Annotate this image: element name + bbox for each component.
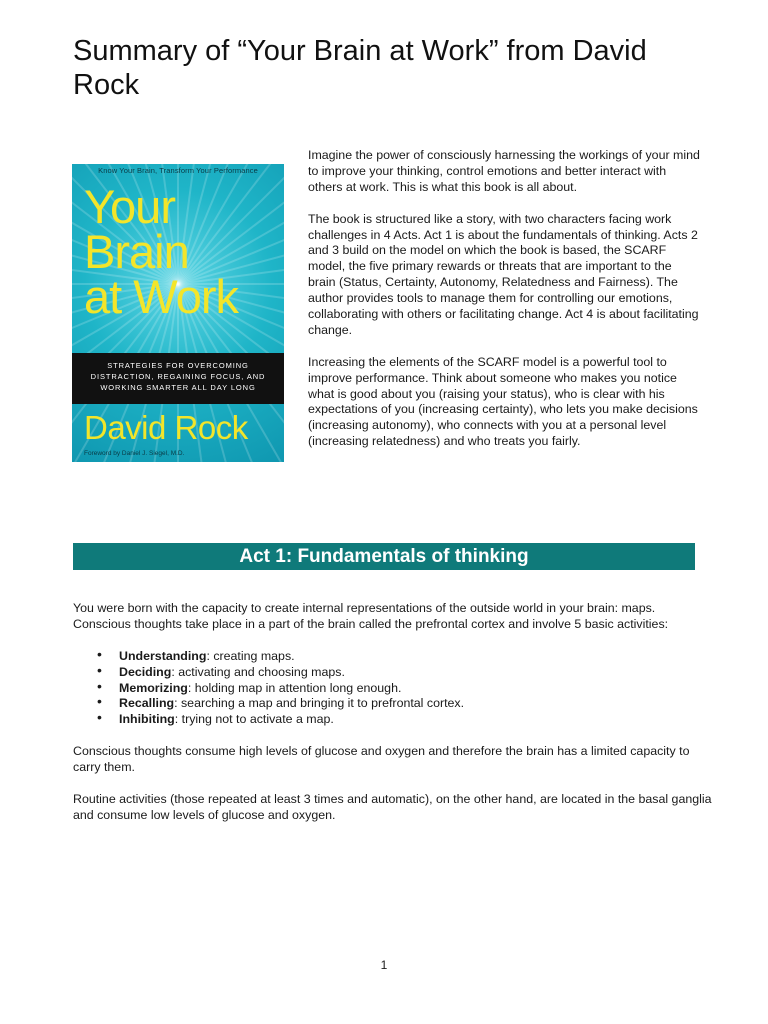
act1-body	[73, 601, 713, 840]
intro-paragraph: The book is structured like a story, with two characters facing work challenges in 4 Acts. Act 1 is about the fundamentals of thinking. Acts 2 and 3 build on the model on which the book is based, the SCARF model, the five primary rewards or threats that are important to the brain (Status, Certainty, Autonomy, Relatedness and Fairness). The author provides tools to manage them for controlling our emotions, collaborating with others or facilitating change. Act 4 is about facilitating change.	[308, 211, 699, 337]
intro-paragraph: Increasing the elements of the SCARF model is a powerful tool to improve performance. Think about someone who makes you notice what is good about you (raising your status), who is clear with his expectations of you (increasing certainty), who lets you make decisions (increasing autonomy), who connects with you at a personal level (increasing relatedness) and who treats you fairly.	[308, 354, 698, 449]
bullet-icon: •	[97, 693, 102, 710]
activity-desc: : activating and choosing maps.	[171, 664, 345, 679]
page-number: 1	[380, 958, 388, 972]
cover-subtitle-line: WORKING SMARTER ALL DAY LONG	[100, 383, 256, 392]
activity-desc: : holding map in attention long enough.	[187, 680, 402, 695]
act1-paragraph: Conscious thoughts consume high levels of glucose and oxygen and therefore the brain has a limited capacity to carry them.	[73, 744, 690, 775]
bullet-icon: •	[97, 709, 102, 726]
list-item	[73, 661, 713, 681]
act1-intro-paragraph: You were born with the capacity to create internal representations of the outside world in your brain: maps. Conscious thoughts take place in a part of the brain called the prefrontal cortex and involve 5 basic activities:	[73, 601, 669, 631]
cover-tagline: Know Your Brain, Transform Your Performance	[98, 166, 258, 175]
act1-heading: Act 1: Fundamentals of thinking	[73, 543, 695, 570]
cover-subtitle-line: STRATEGIES FOR OVERCOMING	[107, 361, 249, 370]
activity-term: Recalling	[119, 696, 175, 711]
document-title: Summary of “Your Brain at Work” from David Rock	[73, 35, 647, 101]
bullet-icon: •	[97, 645, 102, 662]
cover-subtitle-line: DISTRACTION, REGAINING FOCUS, AND	[90, 372, 266, 381]
list-item	[73, 677, 713, 697]
activity-term: Memorizing	[119, 680, 188, 695]
intro-section	[308, 148, 700, 466]
activity-term: Understanding	[119, 648, 207, 663]
cover-foreword: Foreword by Daniel J. Siegel, M.D.	[84, 450, 185, 457]
activity-term: Inhibiting	[119, 712, 175, 727]
act1-paragraph: Routine activities (those repeated at least 3 times and automatic), on the other hand, are located in the basal ganglia and consume low levels of glucose and oxygen.	[73, 791, 712, 822]
bullet-icon: •	[97, 677, 102, 694]
bullet-icon: •	[97, 661, 102, 678]
cover-subtitle-band	[72, 353, 284, 404]
list-item	[73, 693, 713, 712]
cover-title-line: at Work	[84, 270, 239, 323]
cover-title-line: Your	[84, 180, 175, 233]
activity-desc: : trying not to activate a map.	[174, 712, 334, 727]
activity-desc: : creating maps.	[206, 648, 295, 663]
activity-term: Deciding	[119, 664, 172, 679]
intro-paragraph: Imagine the power of consciously harnessing the workings of your mind to improve your thinking, control emotions and better interact with others at work. This is what this book is all about.	[308, 148, 700, 194]
book-cover-image	[72, 164, 284, 462]
cover-author: David Rock	[84, 409, 248, 446]
list-item	[73, 709, 713, 728]
cover-title-line: Brain	[84, 225, 189, 278]
cover-book-title	[84, 180, 284, 323]
activity-desc: : searching a map and bringing it to prefrontal cortex.	[174, 696, 465, 711]
activities-list	[73, 645, 713, 729]
list-item	[73, 645, 713, 665]
